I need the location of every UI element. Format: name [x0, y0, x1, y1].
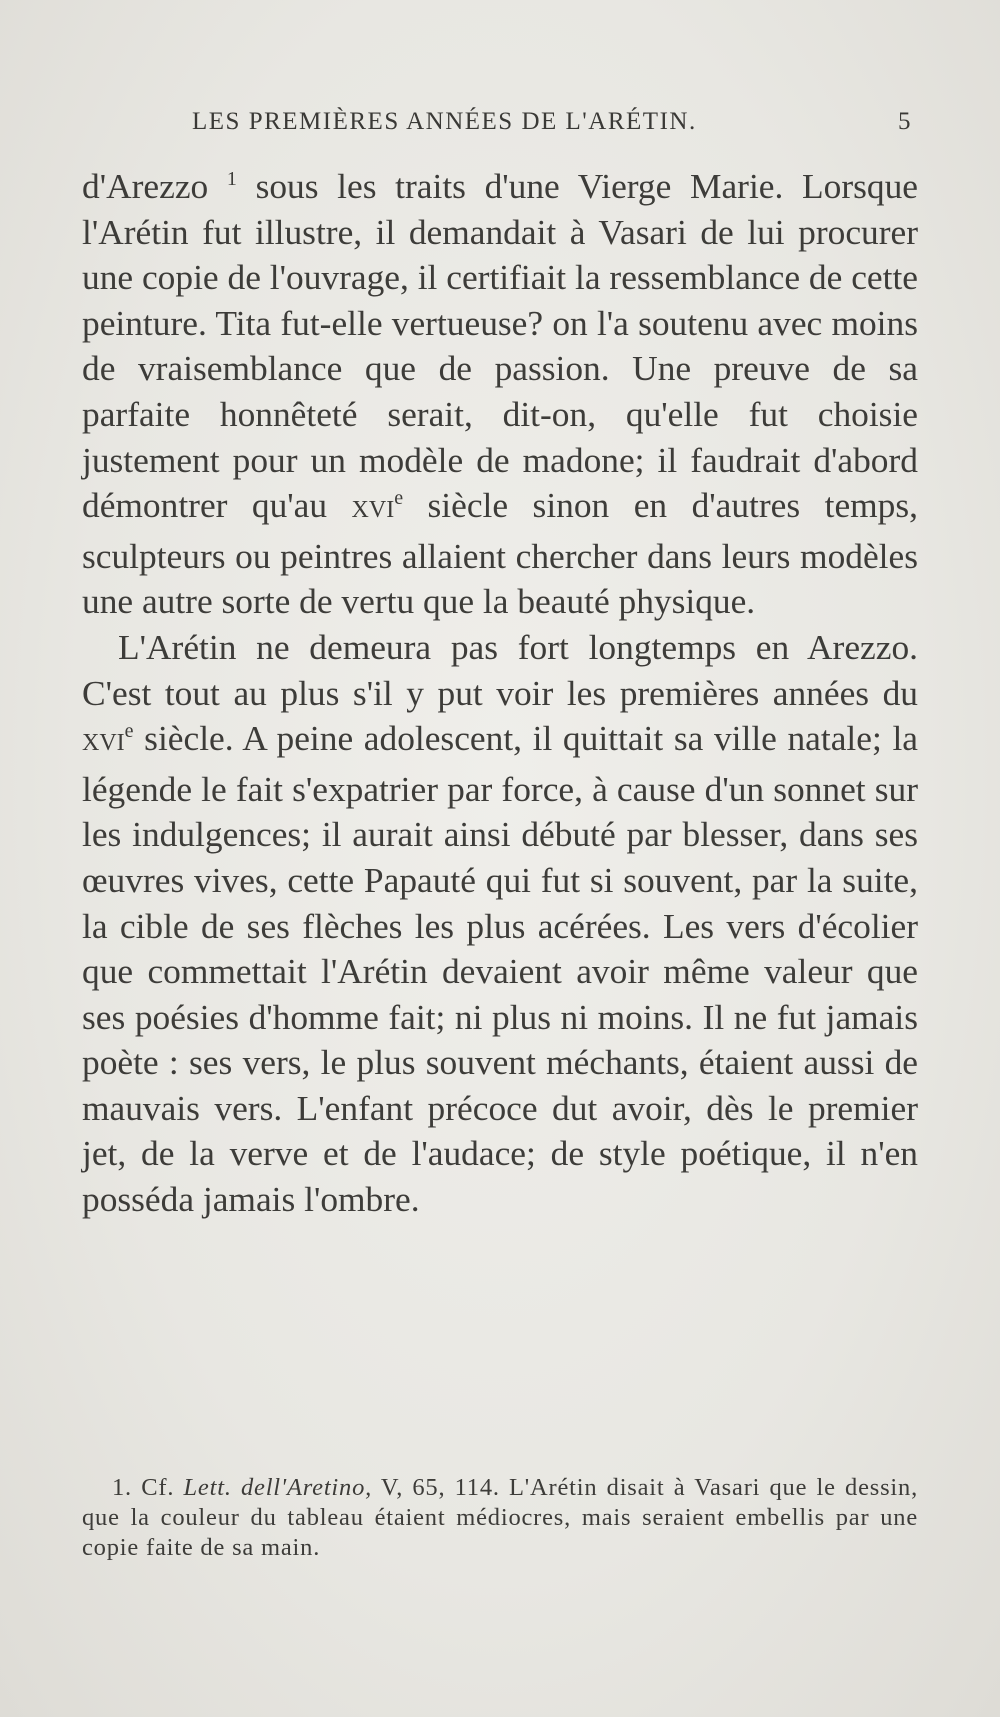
footnote: [82, 1473, 918, 1563]
footnote-title: Lett. dell'Aretino,: [183, 1474, 373, 1501]
paragraph-1: d'Arezzo $^1$ sous les traits d'une Vierge Marie. Lorsque l'Arétin fut illustre, il demandait à Vasari de lui procurer une copie de l'ouvrage, il certifiait la ressemblance de cette peinture. Tita fut-elle vertueuse? on l'a soutenu avec moins de vraisemblance que de passion. Une preuve de sa parfaite honnêteté serait, dit-on, qu'elle fut choisie justement pour un modèle de madone; il faudrait d'abord démontrer qu'au XVIe siècle sinon en d'autres temps, sculpteurs ou peintres allaient chercher dans leurs modèles une autre sorte de vertu que la beauté physique.: [82, 166, 918, 622]
running-title: LES PREMIÈRES ANNÉES DE L'ARÉTIN.: [192, 108, 697, 135]
page-header: [192, 108, 912, 148]
body-text: [82, 164, 918, 1223]
century-numeral: XVI: [82, 730, 125, 757]
page-number: 5: [898, 108, 912, 135]
century-numeral: XVI: [351, 497, 395, 524]
paragraph-2: L'Arétin ne demeura pas fort longtemps en Arezzo. C'est tout au plus s'il y put voir les premières années du XVIe siècle. A peine adolescent, il quittait sa ville natale; la légende le fait s'expatrier par force, à cause d'un sonnet sur les indulgences; il aurait ainsi débuté par blesser, dans ses œuvres vives, cette Papauté qui fut si souvent, par la suite, la cible de ses flèches les plus acérées. Les vers d'écolier que commettait l'Arétin devaient avoir même valeur que ses poésies d'homme fait; ni plus ni moins. Il ne fut jamais poète : ses vers, le plus souvent méchants, étaient aussi de mauvais vers. L'enfant précoce dut avoir, dès le premier jet, de la verve et de l'audace; de style poétique, il n'en posséda jamais l'ombre.: [82, 626, 918, 1220]
footnote-number: 1.: [112, 1474, 132, 1501]
footnote-reference: 1: [226, 168, 237, 190]
footnote-text: 1. Cf. Lett. dell'Aretino, V, 65, 114. L'Arétin disait à Vasari que le dessin, que la couleur du tableau étaient médiocres, mais seraient embellis par une copie faite de sa main.: [82, 1474, 919, 1561]
